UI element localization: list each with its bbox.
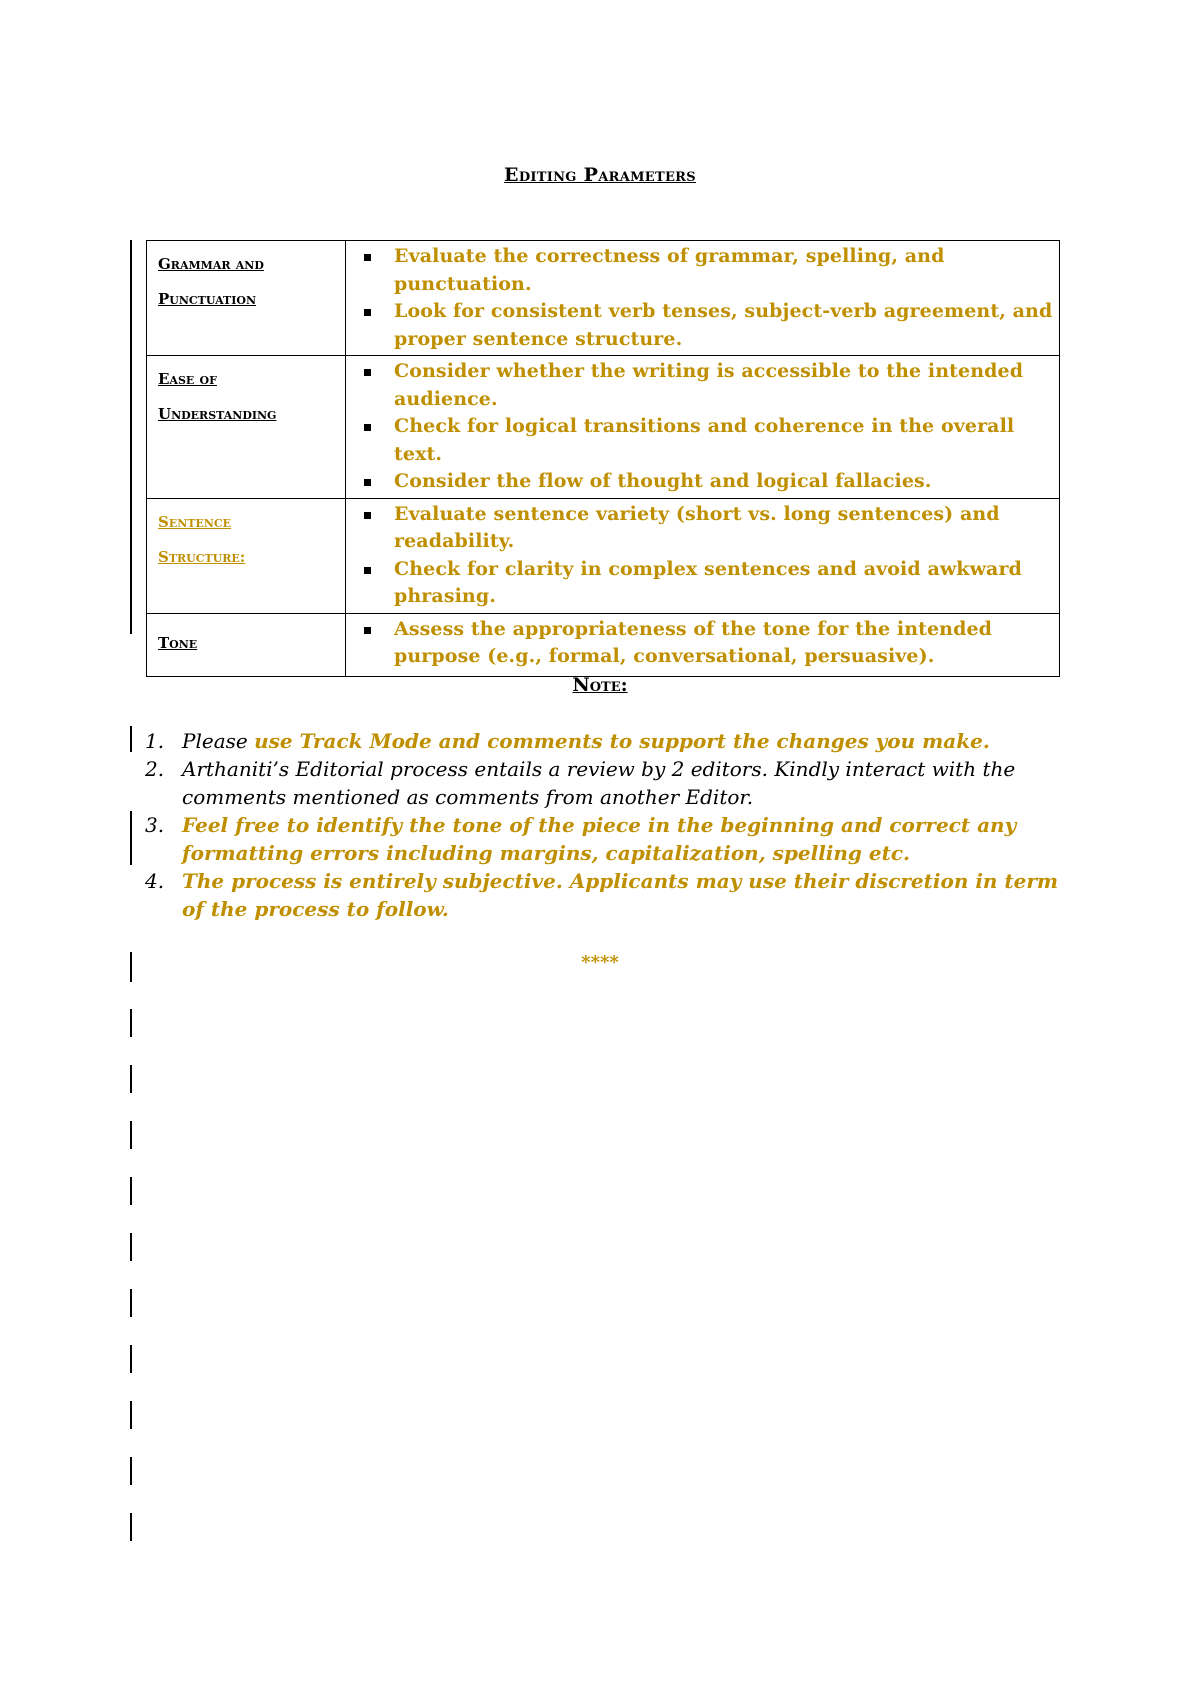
parameter-label-cell (147, 241, 346, 356)
notes-list (145, 727, 1062, 923)
parameter-points-cell (346, 498, 1060, 613)
parameter-label: Ease of Understanding (158, 370, 277, 423)
parameter-label-cell (147, 613, 346, 676)
list-item: Consider whether the writing is accessible to the intended audience. (394, 358, 1059, 413)
change-bar (130, 1121, 132, 1149)
list-item: Consider the flow of thought and logical fallacies. (394, 468, 1059, 496)
list-item: Check for clarity in complex sentences and avoid awkward phrasing. (394, 556, 1059, 611)
document-title: Editing Parameters (504, 164, 696, 186)
list-item (145, 811, 1062, 867)
list-item: Evaluate sentence variety (short vs. long sentences) and readability. (394, 501, 1059, 556)
parameter-label-cell (147, 498, 346, 613)
parameter-points-cell (346, 356, 1060, 499)
parameter-label: Tone (158, 633, 198, 652)
change-bar (130, 1345, 132, 1373)
change-bar (130, 1233, 132, 1261)
change-bar (130, 1457, 132, 1485)
parameter-points-list (346, 356, 1059, 498)
table-row (147, 498, 1060, 613)
parameter-points-list (346, 241, 1059, 355)
change-bar (130, 240, 132, 634)
list-number: 2. (145, 757, 165, 781)
note-heading: Note: (572, 674, 628, 696)
note-highlight: The process is entirely subjective. Applicants may use their discretion in term of the process to follow. (182, 869, 1059, 921)
end-mark: **** (581, 952, 619, 973)
change-bar (130, 1177, 132, 1205)
note-highlight: use Track Mode and comments to support the changes you make. (254, 729, 990, 753)
list-item: Evaluate the correctness of grammar, spelling, and punctuation. (394, 243, 1059, 298)
list-item (145, 727, 1062, 755)
change-bar (130, 811, 132, 865)
parameter-points-list (346, 614, 1059, 673)
change-bar (130, 1289, 132, 1317)
editing-parameters-table (146, 240, 1060, 677)
change-bar (130, 952, 132, 982)
parameter-label-cell (147, 356, 346, 499)
list-item: Check for logical transitions and coherence in the overall text. (394, 413, 1059, 468)
list-item (145, 867, 1062, 923)
table-row (147, 613, 1060, 676)
change-bar (130, 1009, 132, 1037)
list-number: 3. (145, 813, 165, 837)
list-item (145, 755, 1062, 811)
note-text: Please (182, 729, 255, 753)
change-bar (130, 1513, 132, 1541)
parameter-label: Sentence Structure: (158, 512, 246, 566)
parameter-points-cell (346, 241, 1060, 356)
parameter-points-cell (346, 613, 1060, 676)
change-bar (130, 1065, 132, 1093)
list-item: Look for consistent verb tenses, subject-verb agreement, and proper sentence structure. (394, 298, 1059, 353)
parameter-points-list (346, 499, 1059, 613)
table-row (147, 241, 1060, 356)
change-bar (130, 726, 132, 752)
note-highlight: Feel free to identify the tone of the piece in the beginning and correct any formatting errors including margins, capitalization, spelling etc. (182, 813, 1017, 865)
change-bar (130, 1401, 132, 1429)
list-number: 4. (145, 869, 165, 893)
note-text: Arthaniti’s Editorial process entails a review by 2 editors. Kindly interact with the comments mentioned as comments from another Editor. (182, 757, 1016, 809)
list-number: 1. (145, 729, 165, 753)
table-row (147, 356, 1060, 499)
list-item: Assess the appropriateness of the tone for the intended purpose (e.g., formal, conversational, persuasive). (394, 616, 1059, 671)
parameter-label: Grammar and Punctuation (158, 255, 264, 308)
